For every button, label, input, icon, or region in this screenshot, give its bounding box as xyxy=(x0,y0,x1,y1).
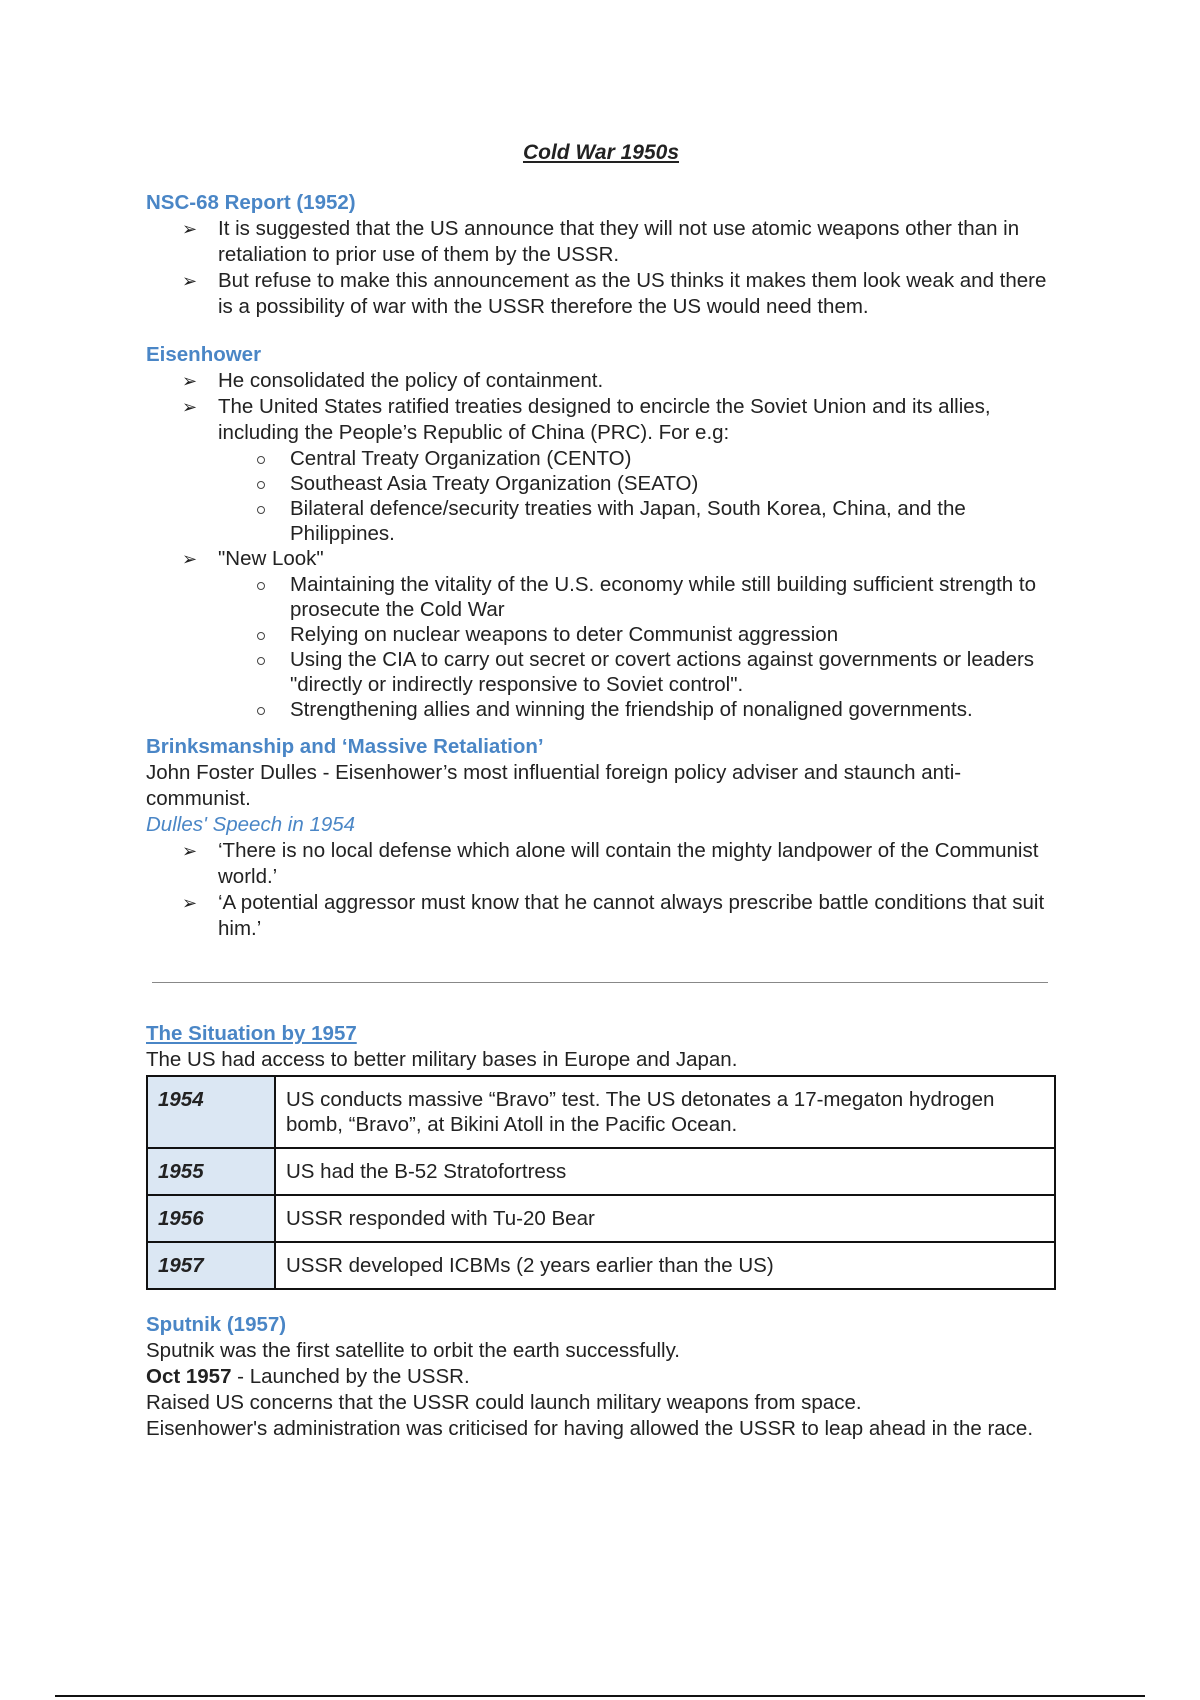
sputnik-heading: Sputnik (1957) xyxy=(146,1313,287,1336)
list-item: ➢ ‘There is no local defense which alone will contain the mighty landpower of the Communist world.’ xyxy=(218,838,1056,890)
situation-heading-link[interactable]: The Situation by 1957 xyxy=(146,1022,357,1045)
situation-intro: The US had access to better military bases in Europe and Japan. xyxy=(146,1048,738,1071)
list-item-text: "New Look" xyxy=(218,547,324,570)
sputnik-launch-line xyxy=(146,1364,1056,1390)
nsc68-list xyxy=(146,216,1056,320)
brinksmanship-heading: Brinksmanship and ‘Massive Retaliation’ xyxy=(146,735,544,758)
list-item: ➢ It is suggested that the US announce that they will not use atomic weapons other than in retaliation to prior use of them by the USSR. xyxy=(218,216,1056,268)
new-look-list xyxy=(218,572,1056,722)
list-item: Relying on nuclear weapons to deter Communist aggression xyxy=(290,622,1056,647)
list-item xyxy=(218,394,1056,546)
list-item: ➢ He consolidated the policy of containment. xyxy=(218,368,1056,394)
event-cell: USSR responded with Tu-20 Bear xyxy=(275,1195,1055,1242)
list-item: Southeast Asia Treaty Organization (SEATO) xyxy=(290,471,1056,496)
table-row xyxy=(147,1076,1055,1148)
list-item xyxy=(218,546,1056,722)
nsc68-heading: NSC-68 Report (1952) xyxy=(146,191,356,214)
sputnik-line: Raised US concerns that the USSR could launch military weapons from space. xyxy=(146,1391,862,1414)
document-page xyxy=(146,140,1056,1442)
event-cell: USSR developed ICBMs (2 years earlier than the US) xyxy=(275,1242,1055,1289)
year-cell: 1955 xyxy=(147,1148,275,1195)
page-bottom-rule xyxy=(55,1695,1145,1697)
timeline-table xyxy=(146,1075,1056,1290)
year-cell: 1957 xyxy=(147,1242,275,1289)
list-item: Using the CIA to carry out secret or covert actions against governments or leaders "directly or indirectly responsive to Soviet control". xyxy=(290,647,1056,697)
treaty-list xyxy=(218,446,1056,546)
dulles-speech-subheading: Dulles' Speech in 1954 xyxy=(146,813,356,836)
section-divider xyxy=(152,982,1048,983)
eisenhower-list xyxy=(146,368,1056,722)
dulles-intro: John Foster Dulles - Eisenhower’s most influential foreign policy adviser and staunch anti-communist. xyxy=(146,761,962,810)
list-item: Maintaining the vitality of the U.S. economy while still building sufficient strength to prosecute the Cold War xyxy=(290,572,1056,622)
eisenhower-heading: Eisenhower xyxy=(146,343,262,366)
table-row xyxy=(147,1148,1055,1195)
launch-date: Oct 1957 xyxy=(146,1365,232,1388)
table-row xyxy=(147,1195,1055,1242)
list-item: ➢ ‘A potential aggressor must know that he cannot always prescribe battle conditions that suit him.’ xyxy=(218,890,1056,942)
dulles-quotes-list xyxy=(146,838,1056,942)
year-cell: 1954 xyxy=(147,1076,275,1148)
list-item-text: The United States ratified treaties designed to encircle the Soviet Union and its allies, including the People’s Republic of China (PRC). For e.g: xyxy=(218,395,991,444)
list-item: Strengthening allies and winning the friendship of nonaligned governments. xyxy=(290,697,1056,722)
page-title: Cold War 1950s xyxy=(522,141,679,164)
launch-text: - Launched by the USSR. xyxy=(231,1365,470,1388)
sputnik-line: Eisenhower's administration was criticised for having allowed the USSR to leap ahead in the race. xyxy=(146,1417,1034,1440)
list-item: Central Treaty Organization (CENTO) xyxy=(290,446,1056,471)
list-item: ➢ But refuse to make this announcement as the US thinks it makes them look weak and there is a possibility of war with the USSR therefore the US would need them. xyxy=(218,268,1056,320)
event-cell: US conducts massive “Bravo” test. The US detonates a 17-megaton hydrogen bomb, “Bravo”, at Bikini Atoll in the Pacific Ocean. xyxy=(275,1076,1055,1148)
list-item: Bilateral defence/security treaties with Japan, South Korea, China, and the Philippines. xyxy=(290,496,1056,546)
event-cell: US had the B-52 Stratofortress xyxy=(275,1148,1055,1195)
year-cell: 1956 xyxy=(147,1195,275,1242)
sputnik-line: Sputnik was the first satellite to orbit the earth successfully. xyxy=(146,1339,681,1362)
table-row xyxy=(147,1242,1055,1289)
